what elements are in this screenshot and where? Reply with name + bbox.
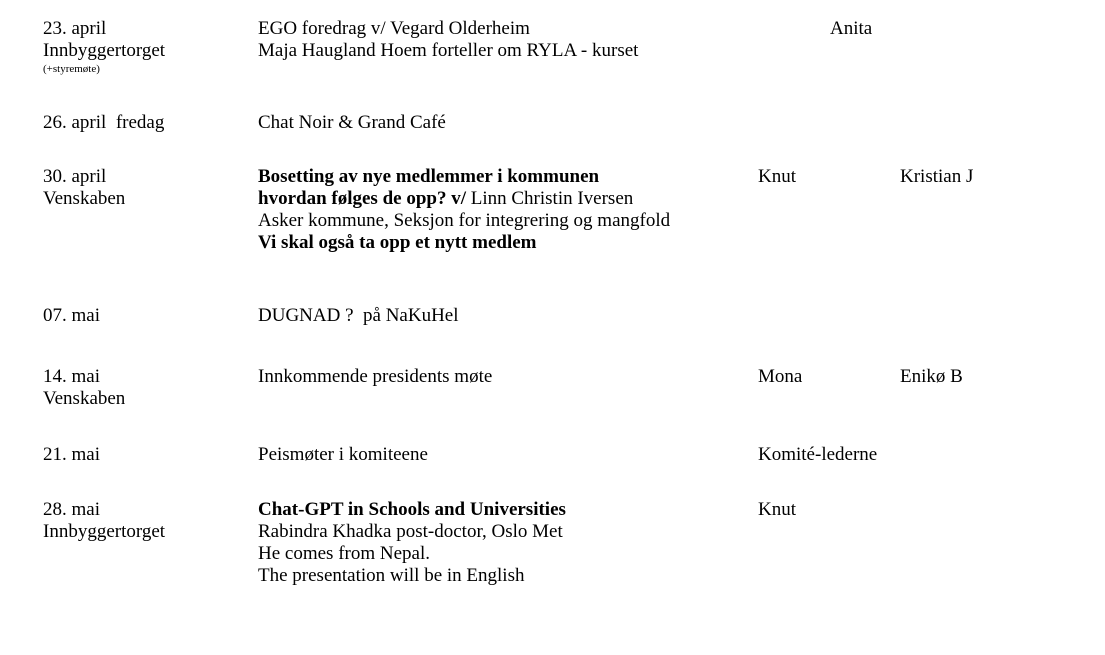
program-line: EGO foredrag v/ Vegard Olderheim	[258, 18, 530, 39]
co-host: Kristian J	[900, 166, 974, 187]
program-line: Asker kommune, Seksjon for integrering og mangfold	[258, 210, 671, 231]
date-cell	[43, 112, 253, 134]
host: Knut	[758, 499, 796, 520]
date: 07. mai	[43, 305, 100, 326]
speaker: Linn Christin Iversen	[465, 188, 634, 209]
program-line	[258, 232, 778, 254]
date: 26. april fredag	[43, 112, 165, 133]
program-title: Chat-GPT in Schools and Universities	[258, 499, 566, 520]
program-title: Bosetting av nye medlemmer i kommunen	[258, 166, 600, 187]
venue: Innbyggertorget	[43, 521, 166, 542]
date-cell	[43, 305, 253, 327]
venue: Venskaben	[43, 388, 126, 409]
program-line: Chat Noir & Grand Café	[258, 112, 446, 133]
host: Knut	[758, 166, 796, 187]
program-line: Innkommende presidents møte	[258, 366, 493, 387]
date-cell	[43, 18, 253, 76]
date: 14. mai	[43, 366, 100, 387]
program-cell	[258, 444, 778, 466]
date-cell	[43, 444, 253, 466]
program-line: He comes from Nepal.	[258, 543, 430, 564]
program-cell	[258, 499, 778, 587]
program-cell	[258, 305, 778, 327]
program-line: The presentation will be in English	[258, 565, 525, 586]
venue: Venskaben	[43, 188, 126, 209]
co-host: Enikø B	[900, 366, 963, 387]
date: 23. april	[43, 18, 107, 39]
host: Komité-lederne	[758, 444, 878, 465]
date-cell	[43, 166, 253, 210]
program-cell	[258, 166, 778, 254]
venue: Innbyggertorget	[43, 40, 166, 61]
program-line: Rabindra Khadka post-doctor, Oslo Met	[258, 521, 563, 542]
program-line: Peismøter i komiteene	[258, 444, 428, 465]
program-line: Maja Haugland Hoem forteller om RYLA - kurset	[258, 40, 639, 61]
program-line	[258, 499, 778, 521]
program-title: hvordan følges de opp? v/	[258, 188, 466, 209]
program-cell	[258, 366, 778, 388]
date-cell	[43, 366, 253, 410]
date: 28. mai	[43, 499, 100, 520]
program-cell	[258, 18, 778, 62]
date: 30. april	[43, 166, 107, 187]
host: Anita	[830, 18, 873, 39]
program-line: DUGNAD ? på NaKuHel	[258, 305, 459, 326]
program-line	[258, 188, 778, 210]
date: 21. mai	[43, 444, 100, 465]
host: Mona	[758, 366, 803, 387]
program-line	[258, 166, 778, 188]
program-cell	[258, 112, 778, 134]
note: (+styremøte)	[43, 63, 100, 75]
date-cell	[43, 499, 253, 543]
program-title: Vi skal også ta opp et nytt medlem	[258, 232, 537, 253]
